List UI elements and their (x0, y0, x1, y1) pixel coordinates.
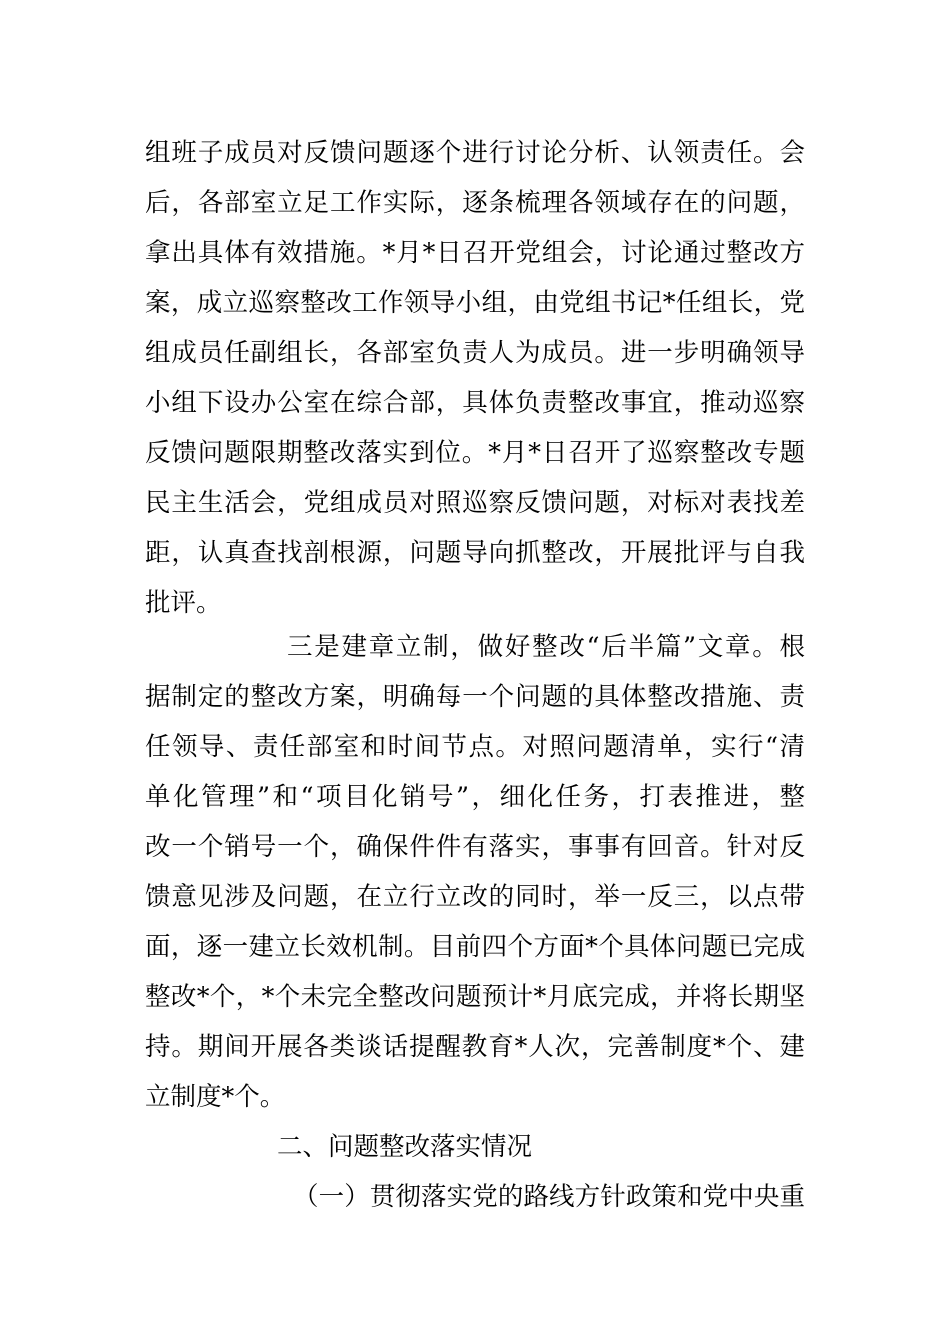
text-line: 批评。 (145, 588, 222, 618)
text-line: 距，认真查找剖根源，问题导向抓整改，开展批评与自我 (145, 538, 805, 568)
text-line: 后，各部室立足工作实际，逐条梳理各领域存在的问题， (145, 188, 805, 218)
text-line: 案，成立巡察整改工作领导小组，由党组书记*任组长，党 (145, 288, 805, 318)
text-line: 组成员任副组长，各部室负责人为成员。进一步明确领导 (145, 338, 805, 368)
text-line: 组班子成员对反馈问题逐个进行讨论分析、认领责任。会 (145, 138, 805, 168)
subsection-heading: （一）贯彻落实党的路线方针政策和党中央重 (293, 1182, 805, 1212)
text-line: 立制度*个。 (145, 1082, 286, 1112)
text-line: 面，逐一建立长效机制。目前四个方面*个具体问题已完成 (145, 932, 805, 962)
text-line: 改一个销号一个，确保件件有落实，事事有回音。针对反 (145, 832, 805, 862)
text-line: 持。期间开展各类谈话提醒教育*人次，完善制度*个、建 (145, 1032, 805, 1062)
section-heading: 二、问题整改落实情况 (277, 1132, 533, 1162)
text-line: 三是建章立制，做好整改“后半篇”文章。根 (287, 632, 805, 662)
text-line: 任领导、责任部室和时间节点。对照问题清单，实行“清 (145, 732, 805, 762)
text-line: 小组下设办公室在综合部，具体负责整改事宜，推动巡察 (145, 388, 805, 418)
text-line: 馈意见涉及问题，在立行立改的同时，举一反三，以点带 (145, 882, 805, 912)
text-line: 反馈问题限期整改落实到位。*月*日召开了巡察整改专题 (145, 438, 805, 468)
text-line: 单化管理”和“项目化销号”，细化任务，打表推进，整 (145, 782, 805, 812)
text-line: 拿出具体有效措施。*月*日召开党组会，讨论通过整改方 (145, 238, 805, 268)
text-line: 民主生活会，党组成员对照巡察反馈问题，对标对表找差 (145, 488, 805, 518)
text-line: 据制定的整改方案，明确每一个问题的具体整改措施、责 (145, 682, 805, 712)
text-line: 整改*个，*个未完全整改问题预计*月底完成，并将长期坚 (145, 982, 805, 1012)
